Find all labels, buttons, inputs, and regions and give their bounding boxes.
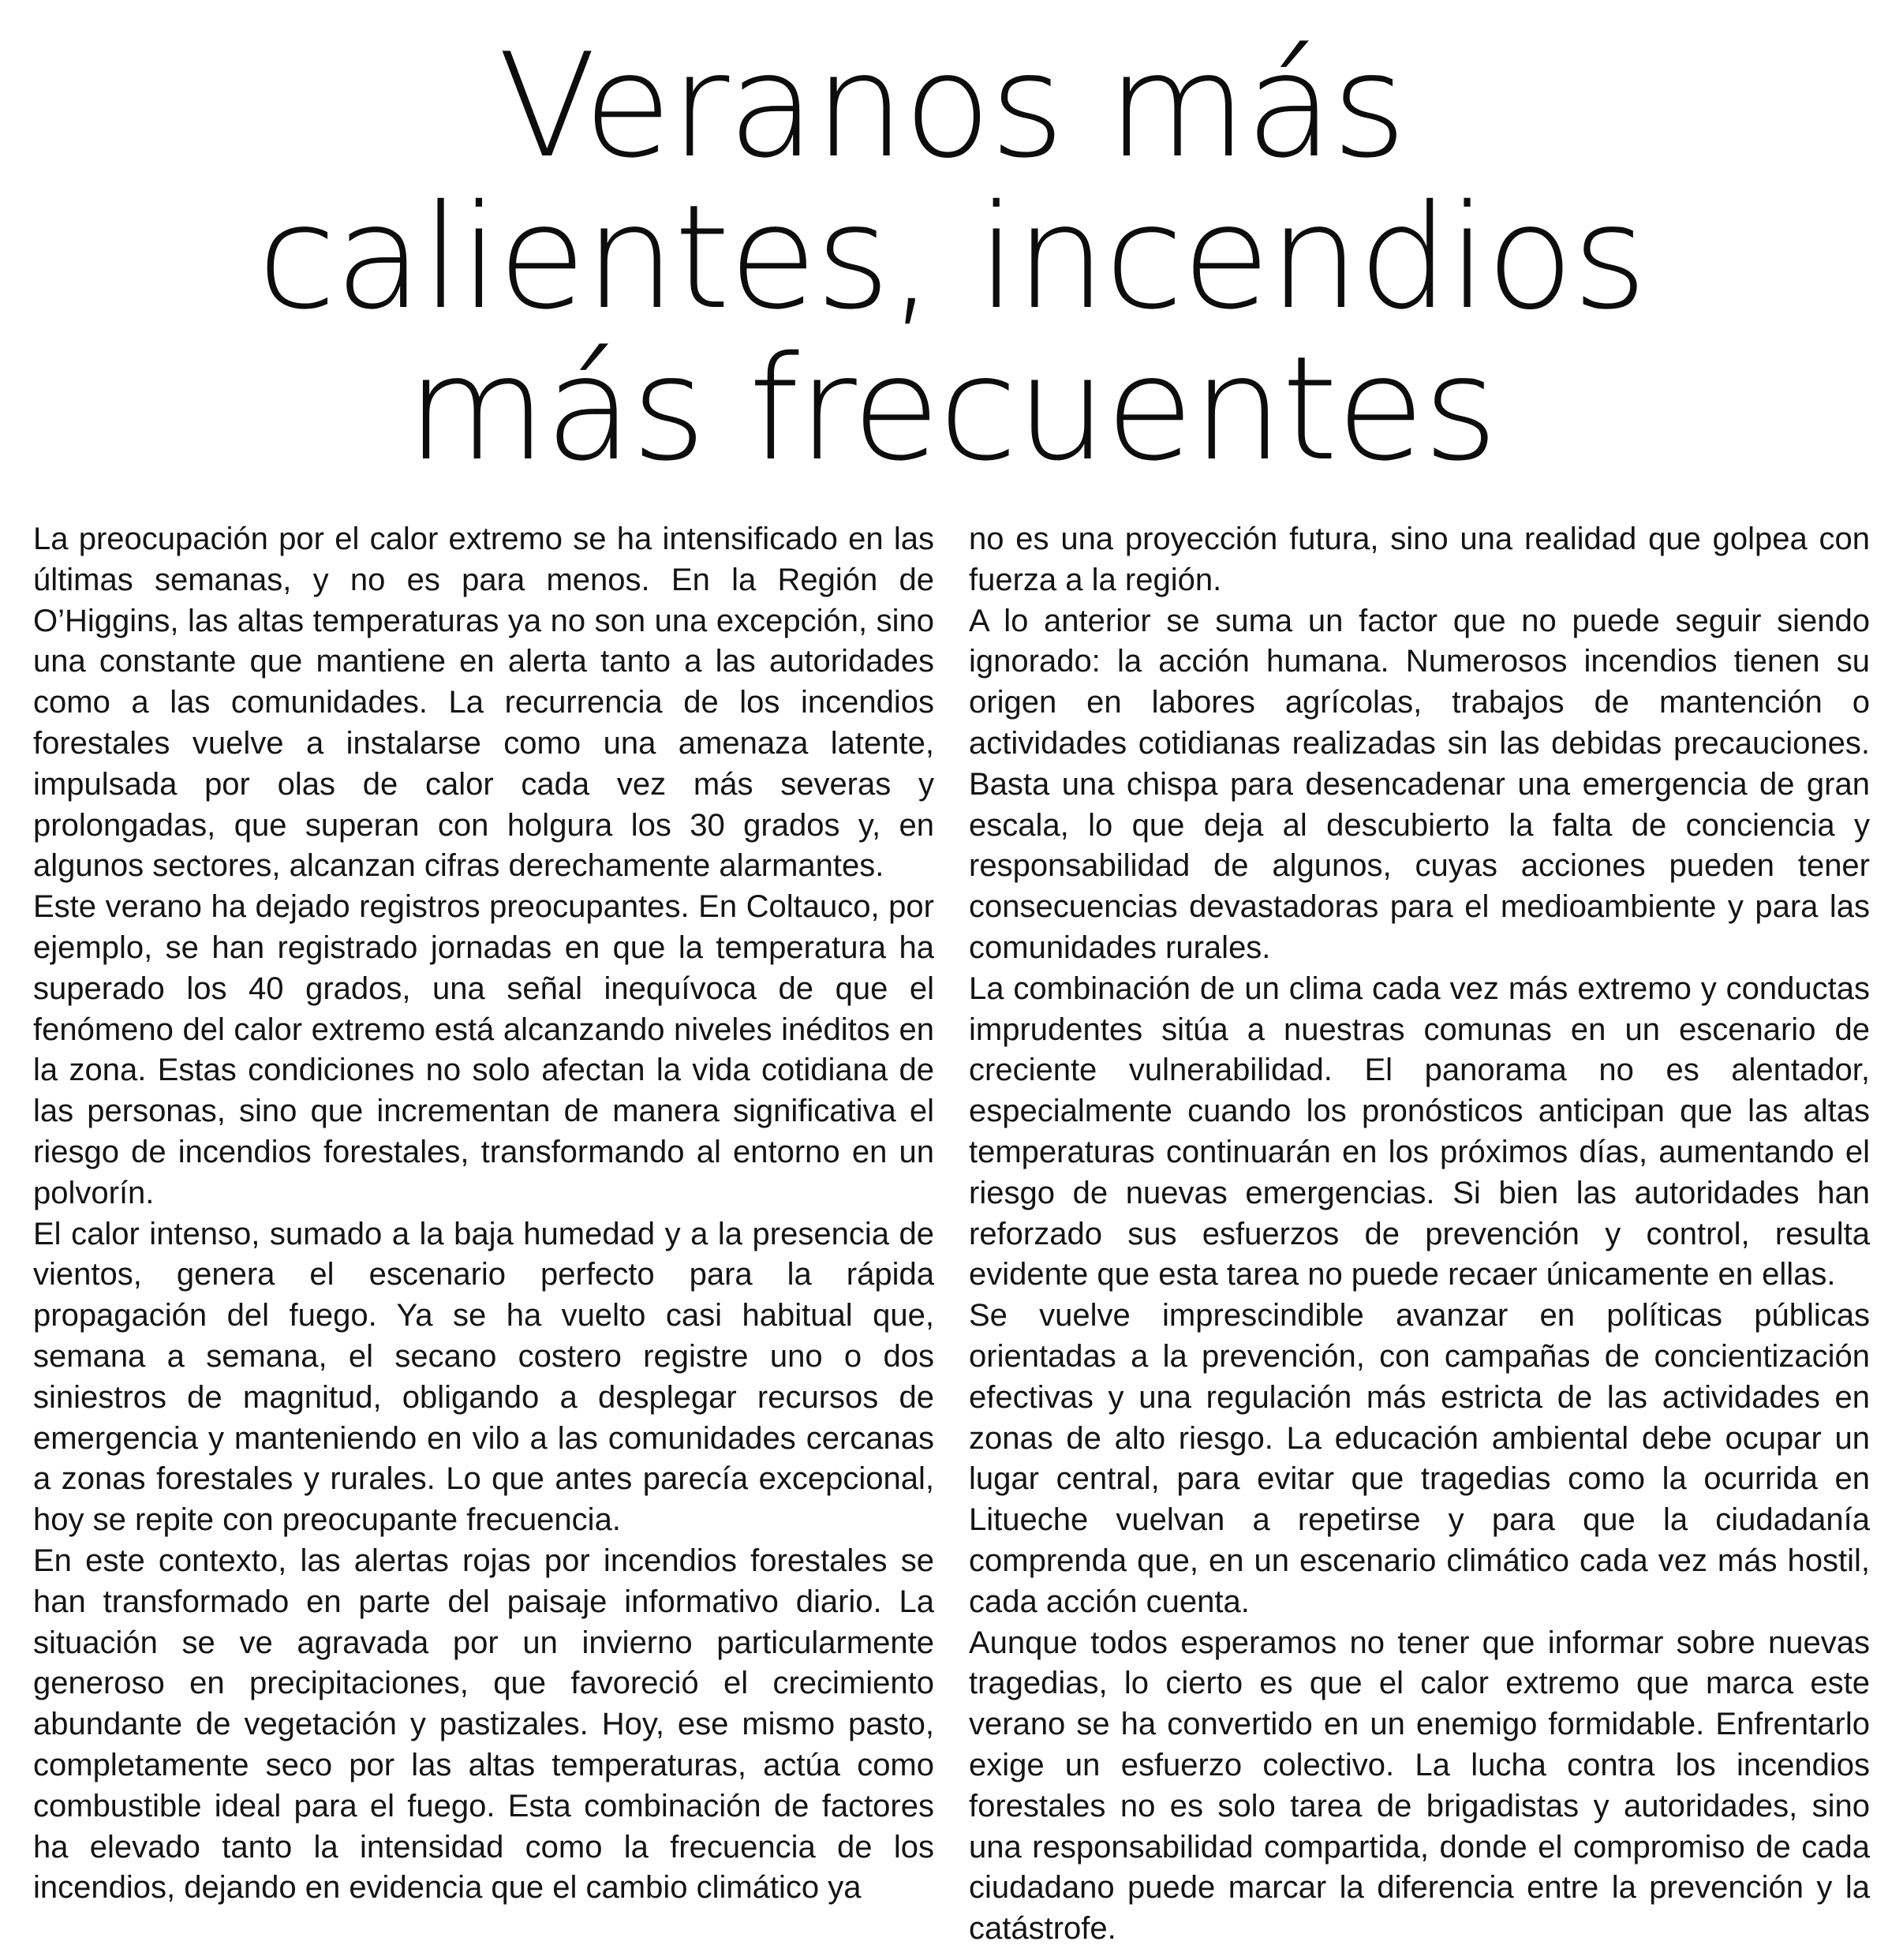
headline-line: calientes, incendios bbox=[257, 174, 1646, 341]
article-body bbox=[33, 519, 1870, 1950]
paragraph: La combinación de un clima cada vez más extremo y conductas imprudentes sitúa a nuestras comunas en un escenario de creciente vulnerabilidad. El panorama no es alentador, especialmente cuando los pronósticos anticipan que las altas temperaturas continuarán en los próximos días, aumentando el riesgo de nuevas emergencias. Si bien las autoridades han reforzado sus esfuerzos de prevención y control, resulta evidente que esta tarea no puede recaer únicamente en ellas. bbox=[969, 971, 1870, 1292]
paragraph: La preocupación por el calor extremo se ha intensificado en las últimas semanas, y no es para menos. En la Región de O’Higgins, las altas temperaturas ya no son una excepción, sino una constante que mantiene en alerta tanto a las autoridades como a las comunidades. La recurrencia de los incendios forestales vuelve a instalarse como una amenaza latente, impulsada por olas de calor cada vez más severas y prolongadas, que superan con holgura los 30 grados y, en algunos sectores, alcanzan cifras derechamente alarmantes. bbox=[33, 522, 934, 884]
paragraph: Se vuelve imprescindible avanzar en políticas públicas orientadas a la prevención, con campañas de concientización efectivas y una regulación más estricta de las actividades en zonas de alto riesgo. La educación ambiental debe ocupar un lugar central, para evitar que tragedias como la ocurrida en Litueche vuelvan a repetirse y para que la ciudadanía comprenda que, en un escenario climático cada vez más hostil, cada acción cuenta. bbox=[969, 1298, 1870, 1619]
paragraph: no es una proyección futura, sino una realidad que golpea con fuerza a la región. bbox=[969, 522, 1870, 597]
article-headline bbox=[0, 22, 1903, 492]
paragraph: A lo anterior se suma un factor que no puede seguir siendo ignorado: la acción humana. Numerosos incendios tienen su origen en labores agrícolas, trabajos de mantención o actividades cotidianas realizadas sin las debidas precauciones. Basta una chispa para desencadenar una emergencia de gran escala, lo que deja al descubierto la falta de conciencia y responsabilidad de algunos, cuyas acciones pueden tener consecuencias devastadoras para el medioambiente y para las comunidades rurales. bbox=[969, 603, 1870, 965]
left-column bbox=[33, 519, 934, 1950]
paragraph: El calor intenso, sumado a la baja humedad y a la presencia de vientos, genera el escenario perfecto para la rápida propagación del fuego. Ya se ha vuelto casi habitual que, semana a semana, el secano costero registre uno o dos siniestros de magnitud, obligando a desplegar recursos de emergencia y manteniendo en vilo a las comunidades cercanas a zonas forestales y rurales. Lo que antes parecía excepcional, hoy se repite con preocupante frecuencia. bbox=[33, 1216, 934, 1538]
right-column bbox=[969, 519, 1870, 1950]
paragraph: Aunque todos esperamos no tener que informar sobre nuevas tragedias, lo cierto es que el calor extremo que marca este verano se ha convertido en un enemigo formidable. Enfrentarlo exige un esfuerzo colectivo. La lucha contra los incendios forestales no es solo tarea de brigadistas y autoridades, sino una responsabilidad compartida, donde el compromiso de cada ciudadano puede marcar la diferencia entre la prevención y la catástrofe. bbox=[969, 1625, 1870, 1947]
headline-line: más frecuentes bbox=[406, 325, 1497, 492]
paragraph: Este verano ha dejado registros preocupantes. En Coltauco, por ejemplo, se han registrado jornadas en que la temperatura ha superado los 40 grados, una señal inequívoca de que el fenómeno del calor extremo está alcanzando niveles inéditos en la zona. Estas condiciones no solo afectan la vida cotidiana de las personas, sino que incrementan de manera significativa el riesgo de incendios forestales, transformando al entorno en un polvorín. bbox=[33, 889, 934, 1210]
headline-line: Veranos más bbox=[498, 22, 1405, 189]
paragraph: En este contexto, las alertas rojas por incendios forestales se han transformado en parte del paisaje informativo diario. La situación se ve agravada por un invierno particularmente generoso en precipitaciones, que favoreció el crecimiento abundante de vegetación y pastizales. Hoy, ese mismo pasto, completamente seco por las altas temperaturas, actúa como combustible ideal para el fuego. Esta combinación de factores ha elevado tanto la intensidad como la frecuencia de los incendios, dejando en evidencia que el cambio climático ya bbox=[33, 1543, 934, 1906]
